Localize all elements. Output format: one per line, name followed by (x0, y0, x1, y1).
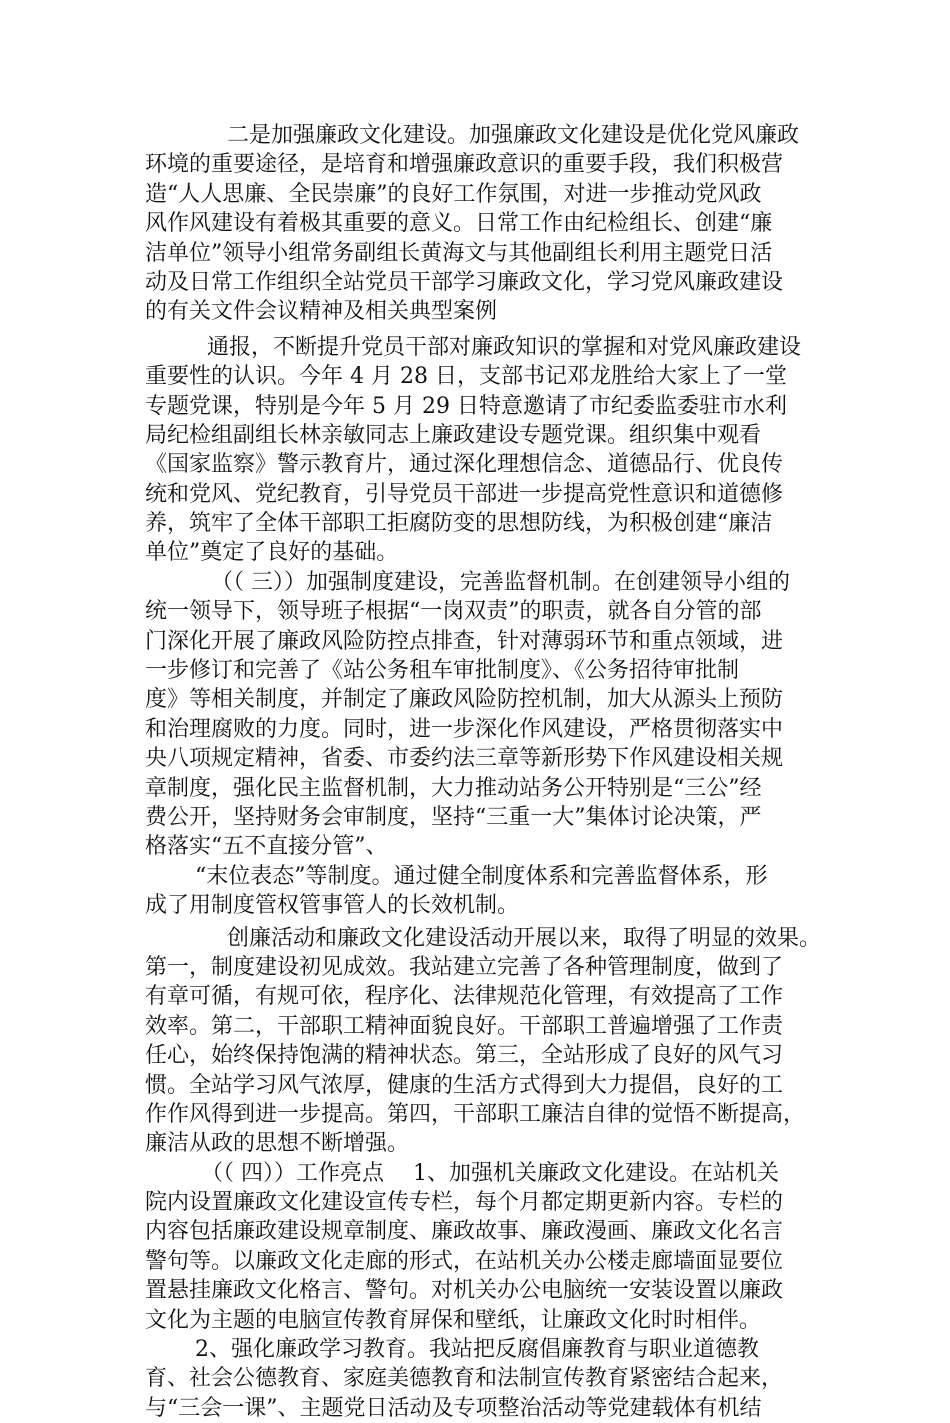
paragraph-1-line-5: 洁单位”领导小组常务副组长黄海文与其他副组长利用主题党日活 (145, 240, 773, 266)
paragraph-3-line-2: 统一领导下，领导班子根据“一岗双责”的职责，就各自分管的部 (145, 599, 762, 625)
paragraph-2-line-7: 养，筑牢了全体干部职工拒腐防变的思想防线，为积极创建“廉洁 (145, 511, 773, 537)
paragraph-3-line-4: 一步修订和完善了《站公务租车审批制度》、《公务招待审批制 (145, 658, 740, 684)
paragraph-5-line-5: 任心，始终保持饱满的精神状态。第三，全站形成了良好的风气习 (145, 1043, 784, 1069)
paragraph-5-line-7: 作作风得到进一步提高。第四，干部职工廉洁自律的觉悟不断提高， (145, 1101, 806, 1127)
paragraph-2-line-5: 《国家监察》警示教育片，通过深化理想信念、道德品行、优良传 (145, 452, 784, 478)
paragraph-7-line-3: 与“三会一课”、主题党日活动及专项整治活动等党建载体有机结 (145, 1395, 762, 1421)
paragraph-2-line-4: 局纪检组副组长林亲敏同志上廉政建设专题党课。组织集中观看 (145, 422, 762, 448)
paragraph-3-line-10: 格落实“五不直接分管”、 (145, 834, 388, 860)
paragraph-6-line-5: 置悬挂廉政文化格言、警句。对机关办公电脑统一安装设置以廉政 (145, 1278, 784, 1304)
paragraph-5-line-3: 有章可循，有规可依，程序化、法律规范化管理，有效提高了工作 (145, 984, 784, 1010)
paragraph-2-line-6: 统和党风、党纪教育，引导党员干部进一步提高党性意识和道德修 (145, 481, 784, 507)
paragraph-3-line-9: 费公开，坚持财务会审制度，坚持“三重一大”集体讨论决策，严 (145, 804, 762, 830)
paragraph-1-line-3: 造“人人思廉、全民崇廉”的良好工作氛围，对进一步推动党风政 (145, 181, 762, 207)
paragraph-1-line-6: 动及日常工作组织全站党员干部学习廉政文化，学习党风廉政建设 (145, 269, 784, 295)
paragraph-1-line-7: 的有关文件会议精神及相关典型案例 (145, 299, 498, 325)
paragraph-2-line-1: 通报，不断提升党员干部对廉政知识的掌握和对党风廉政建设 (207, 334, 802, 360)
document-body (145, 121, 825, 1423)
paragraph-4-line-2: 成了用制度管权管事管人的长效机制。 (145, 893, 520, 919)
paragraph-7-line-2: 育、社会公德教育、家庭美德教育和法制宣传教育紧密结合起来， (145, 1366, 784, 1392)
paragraph-2-line-2: 重要性的认识。今年 4 月 28 日，支部书记邓龙胜给大家上了一堂 (145, 364, 787, 390)
paragraph-5-line-6: 惯。全站学习风气浓厚，健康的生活方式得到大力提倡，良好的工 (145, 1072, 784, 1098)
paragraph-6-line-6: 文化为主题的电脑宣传教育屏保和壁纸，让廉政文化时时相伴。 (145, 1307, 762, 1333)
paragraph-1-line-1: 二是加强廉政文化建设。加强廉政文化建设是优化党风廉政 (227, 123, 800, 148)
paragraph-3-line-6: 和治理腐败的力度。同时，进一步深化作风建设，严格贯彻落实中 (145, 716, 784, 742)
paragraph-3-line-8: 章制度，强化民主监督机制，大力推动站务公开特别是“三公”经 (145, 775, 762, 801)
paragraph-6-line-2: 院内设置廉政文化建设宣传专栏，每个月都定期更新内容。专栏的 (145, 1190, 784, 1216)
paragraph-3-line-1: （（ 三））加强制度建设，完善监督机制。在创建领导小组的 (211, 569, 790, 595)
paragraph-2-line-3: 专题党课，特别是今年 5 月 29 日特意邀请了市纪委监委驻市水利 (145, 393, 787, 419)
paragraph-6-line-4: 警句等。以廉政文化走廊的形式，在站机关办公楼走廊墙面显要位 (145, 1248, 784, 1274)
paragraph-7-line-1: 2、强化廉政学习教育。我站把反腐倡廉教育与职业道德教 (195, 1337, 759, 1363)
paragraph-6-line-1: （（ 四））工作亮点 1、加强机关廉政文化建设。在站机关 (201, 1160, 779, 1186)
paragraph-3-line-7: 央八项规定精神，省委、市委约法三章等新形势下作风建设相关规 (145, 746, 784, 772)
paragraph-4-line-1: “末位表态”等制度。通过健全制度体系和完善监督体系，形 (195, 863, 768, 889)
paragraph-1-line-4: 风作风建设有着极其重要的意义。日常工作由纪检组长、创建“廉 (145, 211, 773, 237)
paragraph-6-line-3: 内容包括廉政建设规章制度、廉政故事、廉政漫画、廉政文化名言 (145, 1219, 784, 1245)
paragraph-3-line-5: 度》等相关制度，并制定了廉政风险防控机制，加大从源头上预防 (145, 687, 784, 713)
paragraph-1-line-2: 环境的重要途径，是培育和增强廉政意识的重要手段，我们积极营 (145, 152, 784, 178)
paragraph-3-line-3: 门深化开展了廉政风险防控点排查，针对薄弱环节和重点领域，进 (145, 628, 784, 654)
paragraph-5-line-1: 创廉活动和廉政文化建设活动开展以来，取得了明显的效果。 (227, 925, 822, 951)
paragraph-5-line-8: 廉洁从政的思想不断增强。 (145, 1131, 410, 1157)
paragraph-5-line-4: 效率。第二，干部职工精神面貌良好。干部职工普遍增强了工作责 (145, 1013, 784, 1039)
paragraph-2-line-8: 单位”奠定了良好的基础。 (145, 540, 399, 566)
paragraph-5-line-2: 第一，制度建设初见成效。我站建立完善了各种管理制度，做到了 (145, 954, 784, 980)
